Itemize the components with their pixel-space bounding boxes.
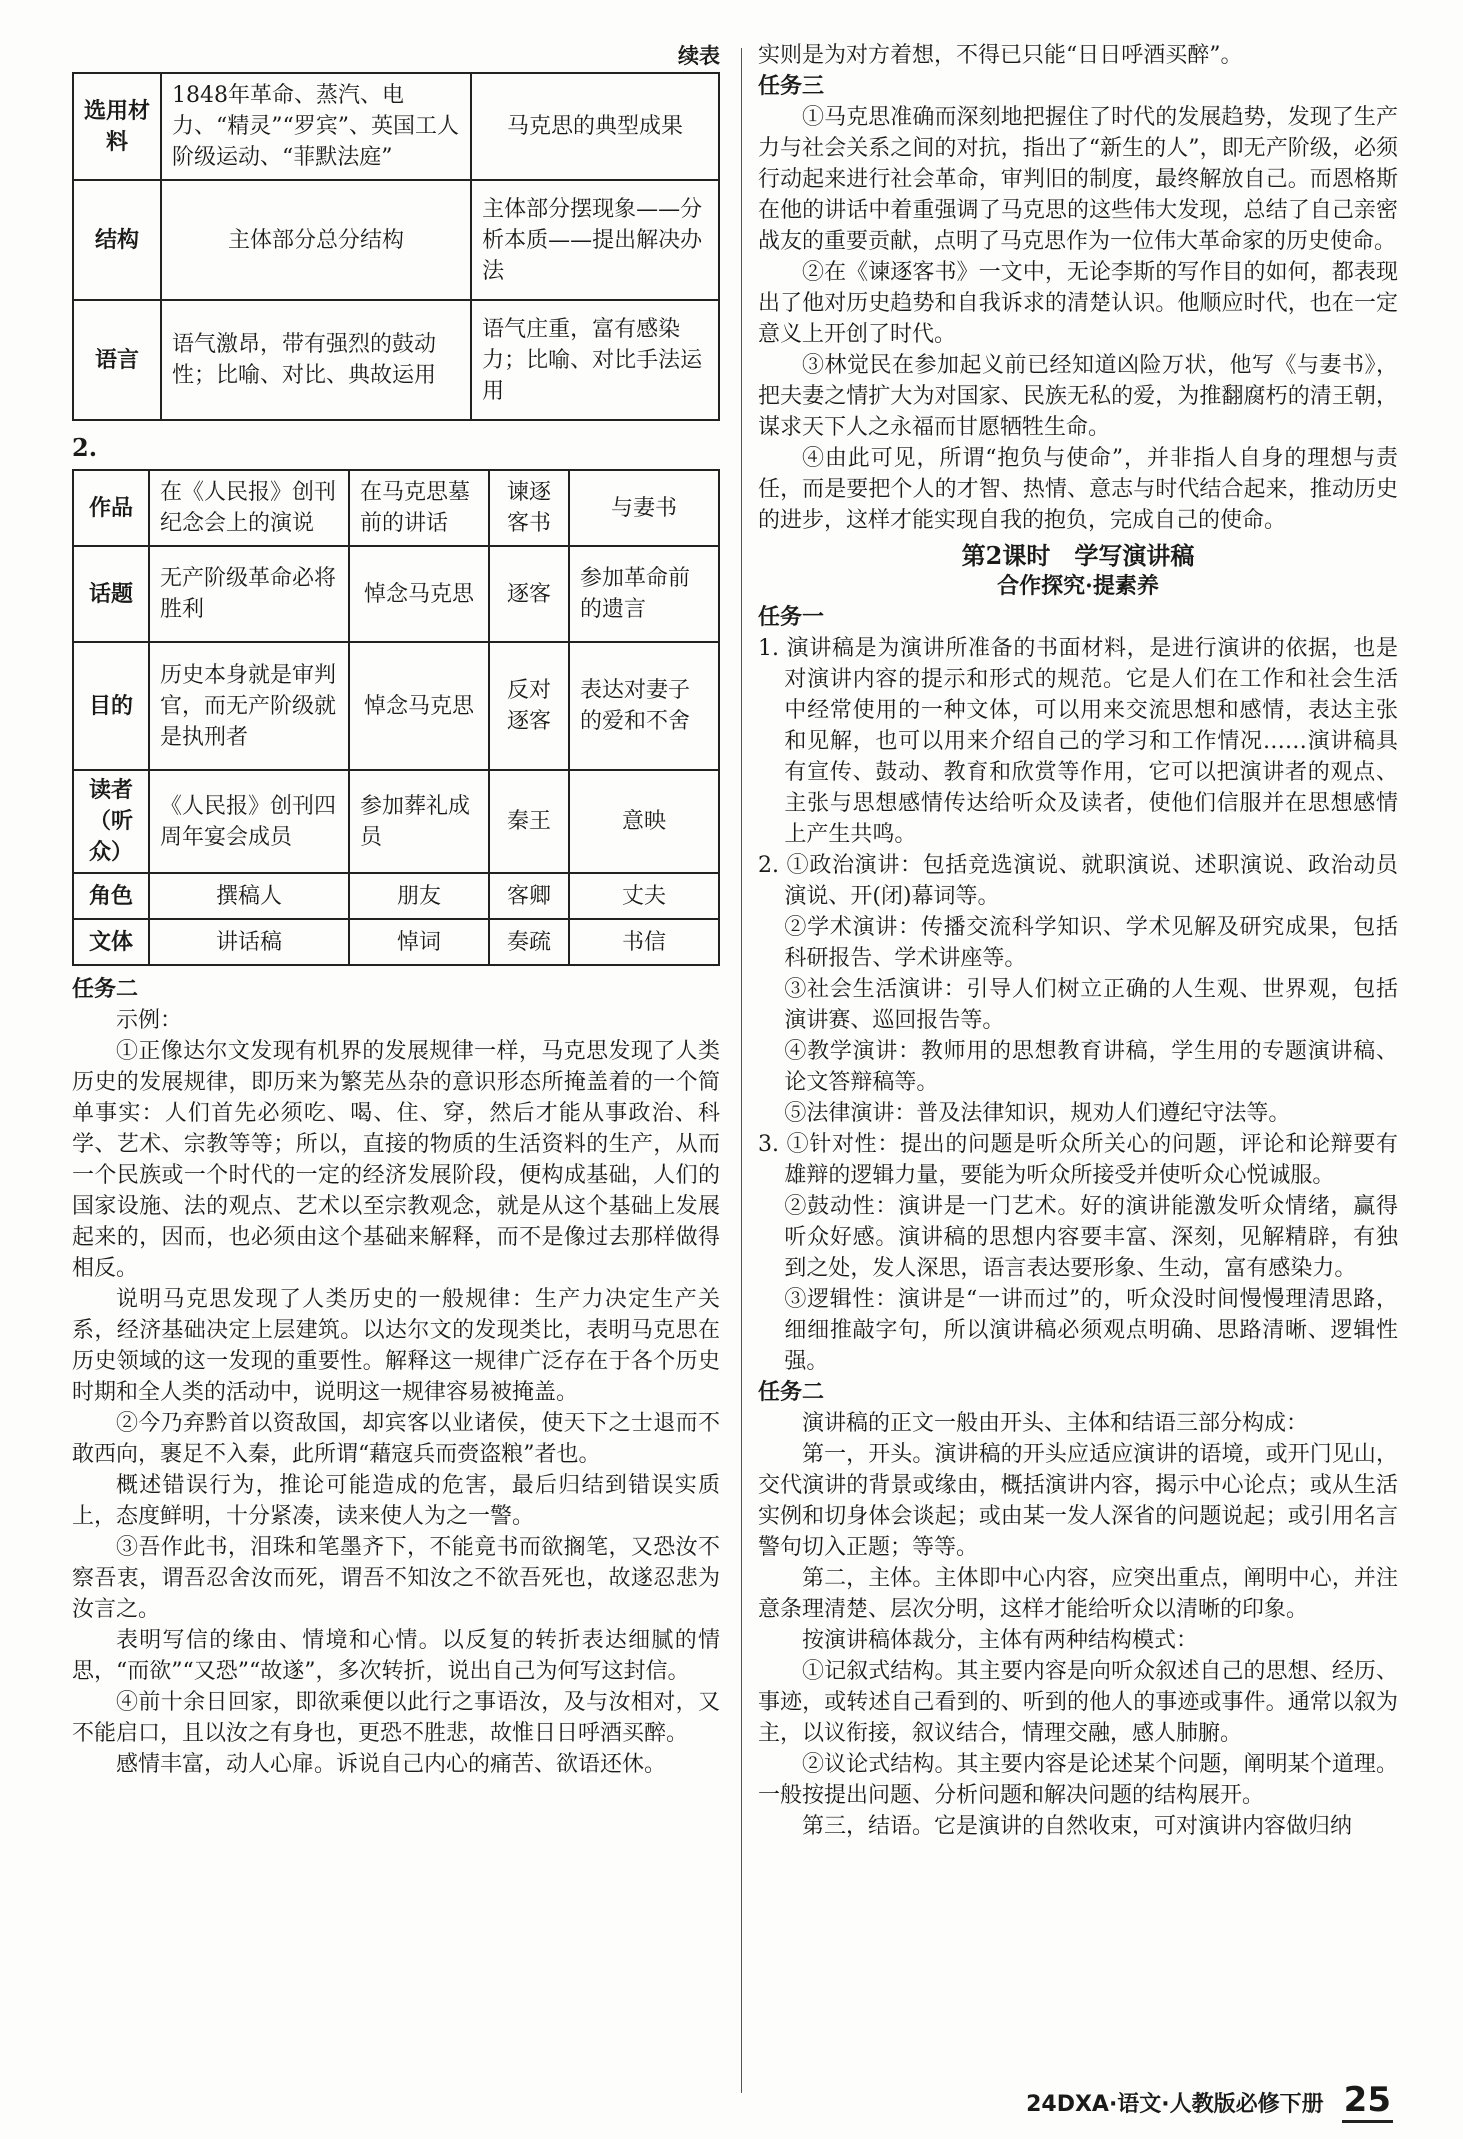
task-heading: 任务三 [758, 73, 825, 99]
right-column [758, 40, 1398, 1842]
lesson-title: 第2课时 学写演讲稿 [961, 541, 1195, 570]
table-cell: 语气激昂，带有强烈的鼓动性；比喻、对比、典故运用 [161, 300, 471, 420]
paragraph: 说明马克思发现了人类历史的一般规律：生产力决定生产关系，经济基础决定上层建筑。以达尔文的发现类比，表明马克思在历史领域的这一发现的重要性。解释这一规律广泛存在于各个历史时期和全人类的活动中，说明这一规律容易被掩盖。 [72, 1287, 720, 1405]
answer-item: ③逻辑性：演讲是“一讲而过”的，听众没时间慢慢理清思路，细细推敲字句，所以演讲稿必须观点明确、思路清晰、逻辑性强。 [784, 1287, 1398, 1374]
row-head: 角色 [73, 873, 149, 919]
table-cell: 参加葬礼成员 [349, 770, 489, 873]
task-heading: 任务一 [758, 604, 825, 630]
table-cell: 表达对妻子的爱和不舍 [569, 642, 719, 770]
table-header-row [73, 470, 719, 546]
answer-item: 3. ①针对性：提出的问题是听众所关心的问题，评论和论辩要有雄辩的逻辑力量，要能为听众所接受并使听众心悦诚服。 [758, 1132, 1398, 1188]
table-cell: 主体部分总分结构 [161, 180, 471, 300]
table-row [73, 873, 719, 919]
row-head: 文体 [73, 919, 149, 965]
row-head: 目的 [73, 642, 149, 770]
paragraph: 实则是为对方着想，不得已只能“日日呼酒买醉”。 [758, 43, 1243, 68]
column-header: 作品 [73, 470, 149, 546]
table-cell: 撰稿人 [149, 873, 349, 919]
paragraph: 第三，结语。它是演讲的自然收束，可对演讲内容做归纳 [802, 1814, 1353, 1839]
paragraph: ②议论式结构。其主要内容是论述某个问题，阐明某个道理。一般按提出问题、分析问题和解决问题的结构展开。 [758, 1752, 1398, 1808]
paragraph: ②今乃弃黔首以资敌国，却宾客以业诸侯，使天下之士退而不敢西向，裹足不入秦，此所谓“藉寇兵而赍盗粮”者也。 [72, 1411, 720, 1467]
table-cell: 参加革命前的遗言 [569, 546, 719, 642]
table-row [73, 770, 719, 873]
table-cell: 讲话稿 [149, 919, 349, 965]
table-cell: 悼词 [349, 919, 489, 965]
table-cell: 朋友 [349, 873, 489, 919]
left-text-block [72, 974, 720, 1780]
row-head: 话题 [73, 546, 149, 642]
answer-item: 2. ①政治演讲：包括竞选演说、就职演说、述职演说、政治动员演说、开(闭)幕词等。 [758, 853, 1398, 909]
paragraph: ④由此可见，所谓“抱负与使命”，并非指人自身的理想与责任，而是要把个人的才智、热情、意志与时代结合起来，推动历史的进步，这样才能实现自我的抱负，完成自己的使命。 [758, 446, 1398, 533]
column-header: 谏逐客书 [489, 470, 569, 546]
column-header: 在《人民报》创刊纪念会上的演说 [149, 470, 349, 546]
table-row [73, 300, 719, 420]
question-number: 2. [72, 433, 98, 462]
column-divider [741, 48, 742, 2093]
column-header: 与妻书 [569, 470, 719, 546]
answer-item: ②鼓动性：演讲是一门艺术。好的演讲能激发听众情绪，赢得听众好感。演讲稿的思想内容要丰富、深刻，见解精辟，有独到之处，发人深思，语言表达要形象、生动，富有感染力。 [784, 1194, 1398, 1281]
answer-item: ④教学演讲：教师用的思想教育讲稿，学生用的专题演讲稿、论文答辩稿等。 [784, 1039, 1398, 1095]
page-number: 25 [1342, 2080, 1393, 2123]
book-code: 24DXA·语文·人教版必修下册 [1026, 2092, 1324, 2117]
table-cell: 丈夫 [569, 873, 719, 919]
table-cell: 悼念马克思 [349, 642, 489, 770]
paragraph: 第一，开头。演讲稿的开头应适应演讲的语境，或开门见山，交代演讲的背景或缘由，概括演讲内容，揭示中心论点；或从生活实例和切身体会谈起；或由某一发人深省的问题说起；或引用名言警句切入正题；等等。 [758, 1442, 1398, 1560]
answer-item: ③社会生活演讲：引导人们树立正确的人生观、世界观，包括演讲赛、巡回报告等。 [784, 977, 1398, 1033]
paragraph: ②在《谏逐客书》一文中，无论李斯的写作目的如何，都表现出了他对历史趋势和自我诉求的清楚认识。他顺应时代，也在一定意义上开创了时代。 [758, 260, 1398, 347]
page-footer [1026, 2080, 1393, 2120]
paragraph: 演讲稿的正文一般由开头、主体和结语三部分构成： [802, 1411, 1309, 1436]
row-head: 语言 [73, 300, 161, 420]
table-cell: 1848年革命、蒸汽、电力、“精灵”“罗宾”、英国工人阶级运动、“菲默法庭” [161, 73, 471, 180]
table-row [73, 73, 719, 180]
paragraph: ①马克思准确而深刻地把握住了时代的发展趋势，发现了生产力与社会关系之间的对抗，指出了“新生的人”，即无产阶级，必须行动起来进行社会革命，审判旧的制度，最终解放自己。而恩格斯在他的讲话中着重强调了马克思的这些伟大发现，总结了自己亲密战友的重要贡献，点明了马克思作为一位伟大革命家的历史使命。 [758, 105, 1398, 254]
answer-item: 1. 演讲稿是为演讲所准备的书面材料，是进行演讲的依据，也是对演讲内容的提示和形式的规范。它是人们在工作和社会生活中经常使用的一种文体，可以用来交流思想和感情，表达主张和见解，也可以用来介绍自己的学习和工作情况……演讲稿具有宣传、鼓动、教育和欣赏等作用，它可以把演讲者的观点、主张与思想感情传达给听众及读者，使他们信服并在思想感情上产生共鸣。 [758, 636, 1398, 847]
answer-item: ②学术演讲：传播交流科学知识、学术见解及研究成果，包括科研报告、学术讲座等。 [784, 915, 1398, 971]
paragraph: ④前十余日回家，即欲乘便以此行之事语汝，及与汝相对，又不能启口，且以汝之有身也，更恐不胜悲，故惟日日呼酒买醉。 [72, 1690, 720, 1746]
table-cell: 主体部分摆现象——分析本质——提出解决办法 [471, 180, 719, 300]
table-cell: 马克思的典型成果 [471, 73, 719, 180]
paragraph: 表明写信的缘由、情境和心情。以反复的转折表达细腻的情思，“而欲”“又恐”“故遂”，多次转折，说出自己为何写这封信。 [72, 1628, 720, 1684]
table-cell: 客卿 [489, 873, 569, 919]
paragraph: ③吾作此书，泪珠和笔墨齐下，不能竟书而欲搁笔，又恐汝不察吾衷，谓吾忍舍汝而死，谓吾不知汝之不欲吾死也，故遂忍悲为汝言之。 [72, 1535, 720, 1622]
row-head: 读者（听众） [73, 770, 149, 873]
example-label: 示例： [116, 1008, 183, 1033]
comparison-table-1 [72, 72, 720, 421]
continued-label: 续表 [678, 43, 720, 68]
paragraph: 概述错误行为，推论可能造成的危害，最后归结到错误实质上，态度鲜明，十分紧凑，读来使人为之一警。 [72, 1473, 720, 1529]
task-heading: 任务二 [72, 976, 139, 1002]
table-cell: 奏疏 [489, 919, 569, 965]
left-column [72, 40, 720, 1780]
table-cell: 无产阶级革命必将胜利 [149, 546, 349, 642]
table-cell: 书信 [569, 919, 719, 965]
table-row [73, 642, 719, 770]
paragraph: ①记叙式结构。其主要内容是向听众叙述自己的思想、经历、事迹，或转述自己看到的、听到的他人的事迹或事件。通常以叙为主，以议衔接，叙议结合，情理交融，感人肺腑。 [758, 1659, 1398, 1746]
paragraph: 按演讲稿体裁分，主体有两种结构模式： [802, 1628, 1199, 1653]
table-cell: 意映 [569, 770, 719, 873]
table-row [73, 546, 719, 642]
table-cell: 秦王 [489, 770, 569, 873]
table-cell: 反对逐客 [489, 642, 569, 770]
table-cell: 语气庄重，富有感染力；比喻、对比手法运用 [471, 300, 719, 420]
section-subtitle: 合作探究·提素养 [997, 573, 1159, 599]
task-heading: 任务二 [758, 1379, 825, 1405]
table-cell: 逐客 [489, 546, 569, 642]
table-row [73, 180, 719, 300]
paragraph: ③林觉民在参加起义前已经知道凶险万状，他写《与妻书》，把夫妻之情扩大为对国家、民族无私的爱，为推翻腐朽的清王朝，谋求天下人之永福而甘愿牺牲生命。 [758, 353, 1398, 440]
comparison-table-2 [72, 469, 720, 966]
paragraph: 第二，主体。主体即中心内容，应突出重点，阐明中心，并注意条理清楚、层次分明，这样才能给听众以清晰的印象。 [758, 1566, 1398, 1622]
paragraph: ①正像达尔文发现有机界的发展规律一样，马克思发现了人类历史的发展规律，即历来为繁芜丛杂的意识形态所掩盖着的一个简单事实：人们首先必须吃、喝、住、穿，然后才能从事政治、科学、艺术、宗教等等；所以，直接的物质的生活资料的生产，从而一个民族或一个时代的一定的经济发展阶段，便构成基础，人们的国家设施、法的观点、艺术以至宗教观念，就是从这个基础上发展起来的，因而，也必须由这个基础来解释，而不是像过去那样做得相反。 [72, 1039, 720, 1281]
table-cell: 《人民报》创刊四周年宴会成员 [149, 770, 349, 873]
table-row [73, 919, 719, 965]
column-header: 在马克思墓前的讲话 [349, 470, 489, 546]
row-head: 结构 [73, 180, 161, 300]
row-head: 选用材料 [73, 73, 161, 180]
table-cell: 悼念马克思 [349, 546, 489, 642]
paragraph: 感情丰富，动人心扉。诉说自己内心的痛苦、欲语还休。 [116, 1752, 667, 1777]
table-cell: 历史本身就是审判官，而无产阶级就是执刑者 [149, 642, 349, 770]
answer-item: ⑤法律演讲：普及法律知识，规劝人们遵纪守法等。 [784, 1101, 1291, 1126]
